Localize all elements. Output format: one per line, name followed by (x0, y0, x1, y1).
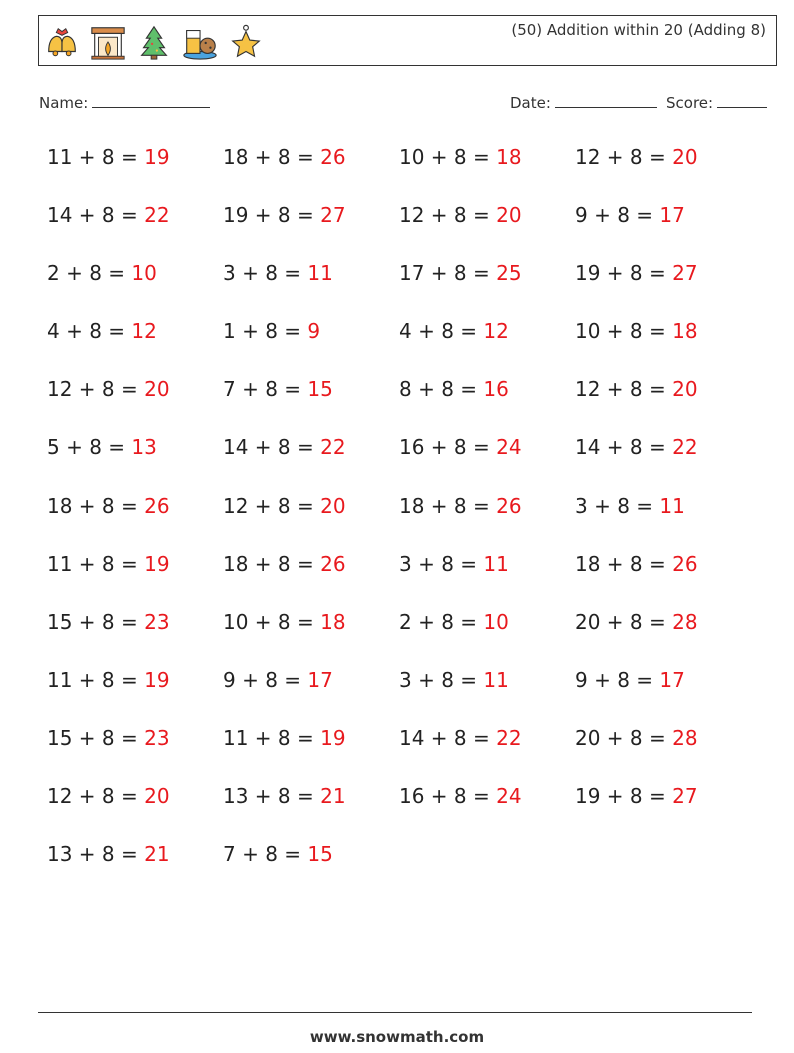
problem-item (575, 377, 751, 435)
problem-item (399, 203, 575, 261)
problem-question: 14 + 8 = (399, 725, 497, 750)
problem-question: 7 + 8 = (223, 842, 308, 867)
problem-item (575, 261, 751, 319)
problem-question: 3 + 8 = (399, 667, 484, 692)
header-icons (43, 23, 265, 61)
problem-answer: 18 (672, 319, 698, 344)
problem-item (575, 145, 751, 203)
problem-question: 2 + 8 = (47, 261, 132, 286)
problem-item (223, 668, 399, 726)
problem-answer: 20 (144, 377, 170, 402)
problem-question: 18 + 8 = (223, 145, 321, 169)
problem-question: 4 + 8 = (47, 319, 132, 344)
problem-question: 10 + 8 = (223, 609, 321, 634)
problem-question: 7 + 8 = (223, 377, 308, 402)
problem-question: 5 + 8 = (47, 435, 132, 460)
problem-answer: 24 (496, 784, 522, 809)
problem-answer: 16 (483, 377, 509, 402)
date-line (555, 93, 657, 108)
problem-answer: 26 (320, 145, 346, 169)
problem-question: 14 + 8 = (223, 435, 321, 460)
problem-answer: 11 (307, 261, 333, 286)
problem-row (47, 610, 767, 668)
problem-question: 9 + 8 = (575, 203, 660, 228)
problem-item (399, 494, 575, 552)
problem-answer: 11 (659, 493, 685, 518)
problem-answer: 20 (496, 203, 522, 228)
problem-item (399, 726, 575, 784)
problem-row (47, 842, 767, 900)
problem-item (47, 203, 223, 261)
name-field[interactable] (39, 93, 210, 112)
christmas-tree-icon (135, 23, 173, 61)
problem-question: 17 + 8 = (399, 261, 497, 286)
problem-question: 3 + 8 = (223, 261, 308, 286)
problem-question: 12 + 8 = (399, 203, 497, 228)
problem-answer: 19 (144, 551, 170, 576)
problem-answer: 26 (144, 493, 170, 518)
problem-answer: 18 (320, 609, 346, 634)
problem-answer: 20 (320, 493, 346, 518)
problem-item (223, 610, 399, 668)
problem-answer: 22 (672, 435, 698, 460)
problem-question: 12 + 8 = (47, 377, 145, 402)
problem-answer: 11 (483, 667, 509, 692)
problem-question: 14 + 8 = (575, 435, 673, 460)
problem-question: 19 + 8 = (575, 784, 673, 809)
problem-question: 9 + 8 = (575, 667, 660, 692)
footer-divider (38, 1012, 752, 1013)
problem-item (575, 552, 751, 610)
problem-question: 18 + 8 = (223, 551, 321, 576)
problem-question: 18 + 8 = (575, 551, 673, 576)
problem-question: 12 + 8 = (575, 145, 673, 169)
problem-item (575, 784, 751, 842)
problem-question: 3 + 8 = (575, 493, 660, 518)
problem-answer: 10 (483, 609, 509, 634)
problem-answer: 26 (320, 551, 346, 576)
problem-answer: 24 (496, 435, 522, 460)
problem-item (47, 726, 223, 784)
problem-answer: 28 (672, 725, 698, 750)
problem-question: 10 + 8 = (399, 145, 497, 169)
problem-question: 20 + 8 = (575, 609, 673, 634)
problem-item (399, 784, 575, 842)
problem-row (47, 668, 767, 726)
problem-question: 16 + 8 = (399, 784, 497, 809)
problem-answer: 27 (320, 203, 346, 228)
problem-answer: 20 (672, 377, 698, 402)
problem-answer: 19 (144, 145, 170, 169)
worksheet-header (38, 15, 777, 66)
problem-item (399, 610, 575, 668)
problem-question: 12 + 8 = (47, 784, 145, 809)
problem-answer: 21 (320, 784, 346, 809)
date-field[interactable] (510, 93, 657, 112)
problem-item (223, 261, 399, 319)
problem-answer: 11 (483, 551, 509, 576)
problem-row (47, 784, 767, 842)
problem-question: 1 + 8 = (223, 319, 308, 344)
problem-question: 15 + 8 = (47, 609, 145, 634)
problem-item (223, 552, 399, 610)
problem-item (223, 319, 399, 377)
problem-item (223, 145, 399, 203)
problem-answer: 12 (131, 319, 157, 344)
problem-answer: 27 (672, 261, 698, 286)
problem-item (399, 668, 575, 726)
problem-item (575, 203, 751, 261)
problem-answer: 17 (659, 203, 685, 228)
problem-question: 3 + 8 = (399, 551, 484, 576)
problem-question: 10 + 8 = (575, 319, 673, 344)
problem-question: 18 + 8 = (47, 493, 145, 518)
problem-answer: 20 (144, 784, 170, 809)
problem-answer: 19 (144, 667, 170, 692)
problem-question: 18 + 8 = (399, 493, 497, 518)
score-line (717, 93, 767, 108)
problem-item (223, 435, 399, 493)
problem-question: 19 + 8 = (575, 261, 673, 286)
date-label: Date: (510, 94, 551, 112)
problem-question: 20 + 8 = (575, 725, 673, 750)
problem-answer: 23 (144, 725, 170, 750)
problem-question: 13 + 8 = (47, 842, 145, 867)
problem-item (47, 552, 223, 610)
score-field[interactable] (666, 93, 767, 112)
problem-item (47, 494, 223, 552)
problem-answer: 26 (672, 551, 698, 576)
problem-answer: 20 (672, 145, 698, 169)
problem-item (575, 494, 751, 552)
problem-answer: 22 (496, 725, 522, 750)
name-label: Name: (39, 94, 89, 112)
problem-answer: 25 (496, 261, 522, 286)
problem-answer: 28 (672, 609, 698, 634)
problem-answer: 21 (144, 842, 170, 867)
problem-item (47, 261, 223, 319)
problem-question: 12 + 8 = (223, 493, 321, 518)
problem-answer: 15 (307, 377, 333, 402)
problem-row (47, 494, 767, 552)
problem-answer: 12 (483, 319, 509, 344)
problem-question: 15 + 8 = (47, 725, 145, 750)
problem-answer: 17 (659, 667, 685, 692)
milk-and-cookie-icon (181, 23, 219, 61)
problem-item (47, 610, 223, 668)
problem-row (47, 145, 767, 203)
problem-question: 11 + 8 = (223, 725, 321, 750)
problem-question: 2 + 8 = (399, 609, 484, 634)
problem-item (575, 668, 751, 726)
problem-answer: 23 (144, 609, 170, 634)
problem-question: 16 + 8 = (399, 435, 497, 460)
worksheet-title: (50) Addition within 20 (Adding 8) (511, 21, 766, 39)
problem-item (223, 784, 399, 842)
problem-item (47, 842, 223, 900)
problem-item (47, 435, 223, 493)
problem-answer: 19 (320, 725, 346, 750)
problem-question: 14 + 8 = (47, 203, 145, 228)
problem-row (47, 261, 767, 319)
problem-question: 4 + 8 = (399, 319, 484, 344)
problem-item (575, 319, 751, 377)
problem-question: 19 + 8 = (223, 203, 321, 228)
problem-item (223, 726, 399, 784)
problem-item (399, 261, 575, 319)
problem-item (47, 784, 223, 842)
problem-row (47, 435, 767, 493)
bells-icon (43, 23, 81, 61)
problem-item (223, 377, 399, 435)
problem-answer: 10 (131, 261, 157, 286)
problem-answer: 17 (307, 667, 333, 692)
problem-item (47, 145, 223, 203)
problem-answer: 9 (307, 319, 321, 344)
problem-answer: 27 (672, 784, 698, 809)
problem-item (223, 842, 399, 900)
problem-answer: 26 (496, 493, 522, 518)
problem-question: 11 + 8 = (47, 551, 145, 576)
footer-site[interactable]: www.snowmath.com (309, 1028, 485, 1046)
star-ornament-icon (227, 23, 265, 61)
problem-answer: 15 (307, 842, 333, 867)
problem-item (47, 668, 223, 726)
problem-answer: 13 (131, 435, 157, 460)
problem-item (575, 610, 751, 668)
problem-row (47, 726, 767, 784)
problem-answer: 22 (144, 203, 170, 228)
problem-item (399, 552, 575, 610)
problem-row (47, 203, 767, 261)
problem-item (575, 726, 751, 784)
problem-item (399, 435, 575, 493)
problem-question: 8 + 8 = (399, 377, 484, 402)
problem-item (223, 494, 399, 552)
problem-item (575, 435, 751, 493)
problem-question: 9 + 8 = (223, 667, 308, 692)
problem-question: 12 + 8 = (575, 377, 673, 402)
problem-row (47, 319, 767, 377)
score-label: Score: (666, 94, 714, 112)
problem-item (399, 377, 575, 435)
name-line (92, 93, 210, 108)
problem-answer: 22 (320, 435, 346, 460)
problem-item (399, 319, 575, 377)
problem-item (399, 145, 575, 203)
problem-question: 13 + 8 = (223, 784, 321, 809)
problem-question: 11 + 8 = (47, 145, 145, 169)
problem-question: 11 + 8 = (47, 667, 145, 692)
problem-item (47, 319, 223, 377)
problem-grid (47, 145, 767, 900)
problem-answer: 18 (496, 145, 522, 169)
problem-item (47, 377, 223, 435)
problem-row (47, 552, 767, 610)
problem-item (223, 203, 399, 261)
problem-row (47, 377, 767, 435)
fireplace-icon (89, 23, 127, 61)
